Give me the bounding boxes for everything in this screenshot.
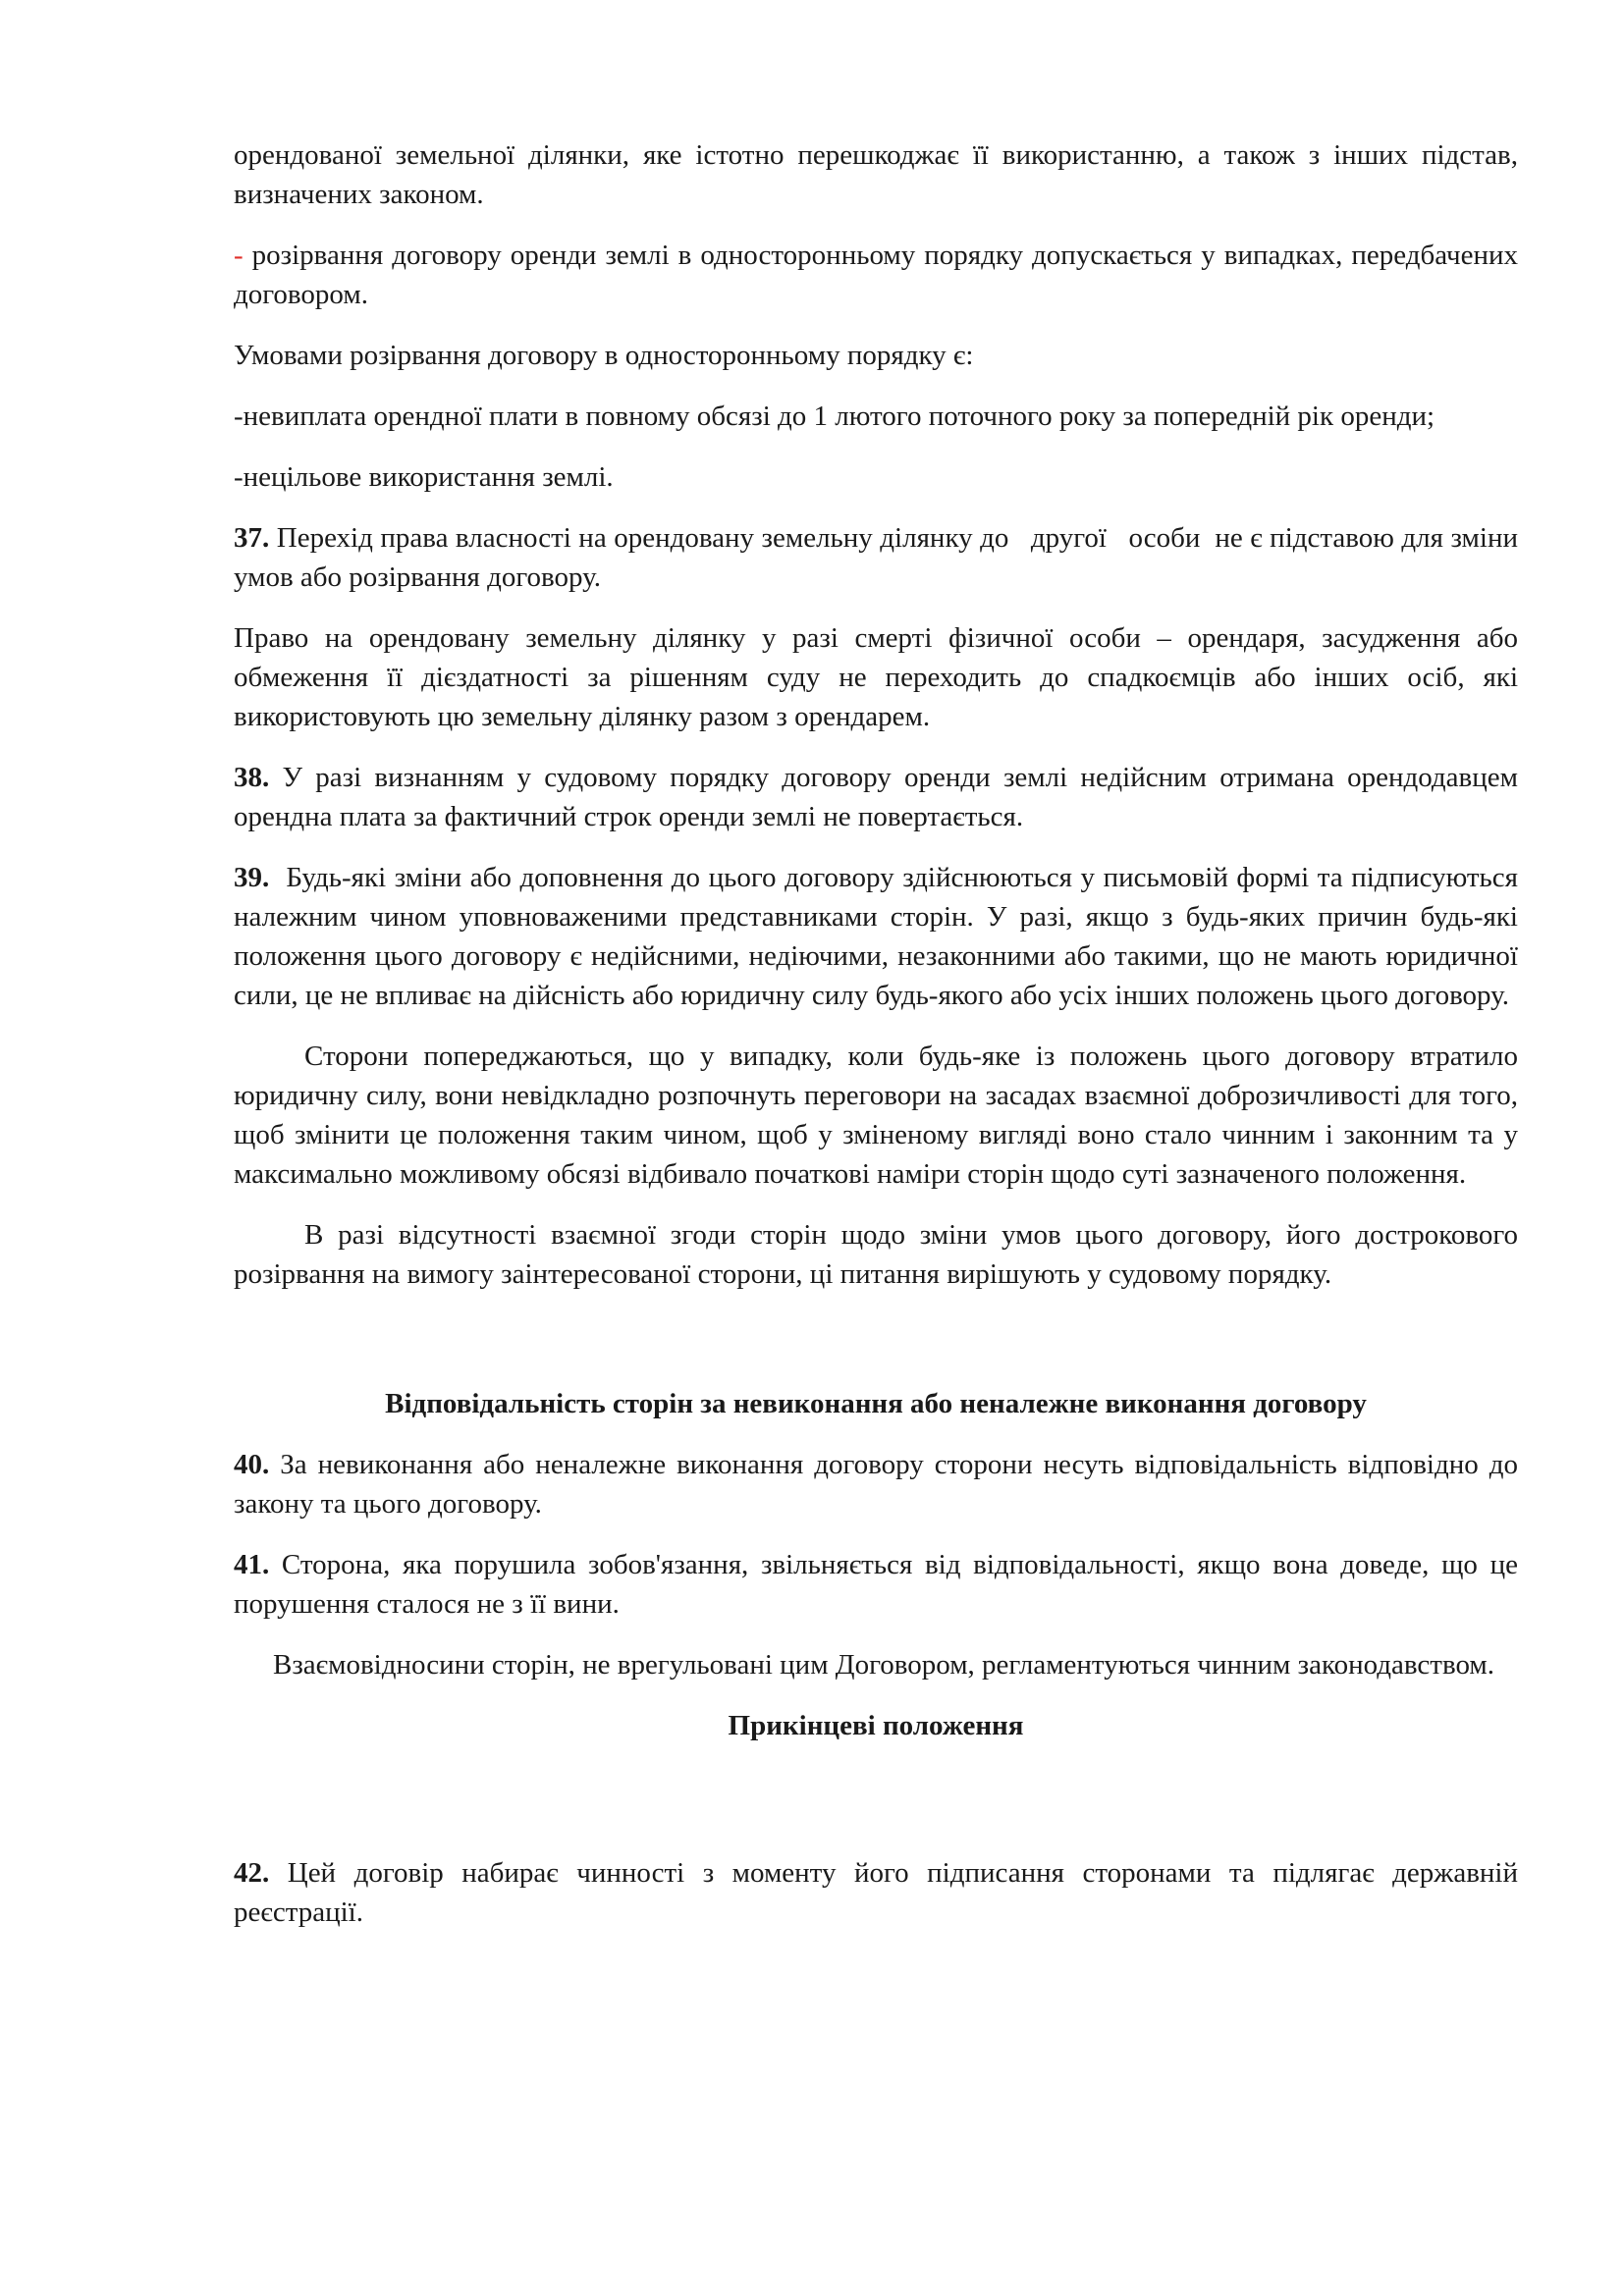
- clause-number: 41.: [234, 1549, 270, 1580]
- clause-number: 40.: [234, 1449, 270, 1480]
- section-spacer: [234, 1315, 1518, 1384]
- clause-text: За невиконання або неналежне виконання договору сторони несуть відповідальність відповідно до закону та цього договору.: [234, 1449, 1518, 1520]
- section-heading-liability: Відповідальність сторін за невиконання або неналежне виконання договору: [385, 1388, 1367, 1419]
- section-heading-final: Прикінцеві положення: [728, 1710, 1024, 1741]
- paragraph-condition-nonpayment: -невиплата орендної плати в повному обсязі до 1 лютого поточного року за попередній рік оренди;: [234, 400, 1435, 432]
- clause-number: 37.: [234, 522, 270, 554]
- clause-39: [234, 858, 1526, 1015]
- clause-number: 39.: [234, 862, 270, 893]
- clause-40: [234, 1445, 1518, 1523]
- paragraph-death-of-tenant: Право на орендовану земельну ділянку у разі смерті фізичної особи – орендаря, засудження або обмеження її дієздатності за рішенням суду не переходить до спадкоємців або інших осіб, які використовують цю земельну ділянку разом з орендарем.: [234, 622, 1518, 732]
- clause-41: [234, 1545, 1518, 1624]
- clause-text: Сторона, яка порушила зобов'язання, звільняється від відповідальності, якщо вона доведе, що це порушення сталося не з її вини.: [234, 1549, 1518, 1620]
- clause-text: Цей договір набирає чинності з моменту його підписання сторонами та підлягає державній реєстрації.: [234, 1857, 1518, 1928]
- clause-37: [234, 518, 1526, 597]
- document-page: [234, 135, 1526, 1953]
- clause-42: [234, 1853, 1518, 1932]
- paragraph-condition-misuse: -нецільове використання землі.: [234, 461, 614, 493]
- paragraph-unilateral-termination: [234, 236, 1518, 314]
- clause-number: 42.: [234, 1857, 270, 1889]
- clause-number: 38.: [234, 762, 270, 793]
- paragraph-continuation: орендованої земельної ділянки, яке істотно перешкоджає її використанню, а також з інших підстав, визначених законом.: [234, 139, 1518, 210]
- paragraph-termination-conditions: Умовами розірвання договору в односторонньому порядку є:: [234, 340, 974, 371]
- paragraph-text: розірвання договору оренди землі в односторонньому порядку допускається у випадках, передбачених договором.: [234, 240, 1518, 310]
- paragraph-negotiations: Сторони попереджаються, що у випадку, коли будь-яке із положень цього договору втратило юридичну силу, вони невідкладно розпочнуть переговори на засадах взаємної доброзичливості для того, щоб змінити це положення таким чином, щоб у зміненому вигляді воно стало чинним і законним та у максимально можливому обсязі відбивало початкові наміри сторін щодо суті зазначеного положення.: [234, 1041, 1518, 1190]
- paragraph-court-resolution: В разі відсутності взаємної згоди сторін щодо зміни умов цього договору, його дострокового розірвання на вимогу заінтересованої сторони, ці питання вирішують у судовому порядку.: [234, 1219, 1518, 1290]
- clause-text: Будь-які зміни або доповнення до цього договору здійснюються у письмовій формі та підписуються належним чином уповноваженими представниками сторін. У разі, якщо з будь-яких причин будь-які положення цього договору є недійсними, недіючими, незаконними або такими, що не мають юридичної сили, це не впливає на дійсність або юридичну силу будь-якого або усіх інших положень цього договору.: [234, 862, 1526, 1011]
- clause-text: У разі визнанням у судовому порядку договору оренди землі недійсним отримана орендодавцем орендна плата за фактичний строк оренди землі не повертається.: [234, 762, 1518, 832]
- red-dash-marker: -: [234, 240, 244, 271]
- clause-38: [234, 758, 1518, 836]
- clause-text: Перехід права власності на орендовану земельну ділянку до другої особи не є підставою для зміни умов або розірвання договору.: [234, 522, 1526, 593]
- paragraph-unregulated-relations: Взаємовідносини сторін, не врегульовані цим Договором, регламентуються чинним законодавством.: [273, 1649, 1494, 1681]
